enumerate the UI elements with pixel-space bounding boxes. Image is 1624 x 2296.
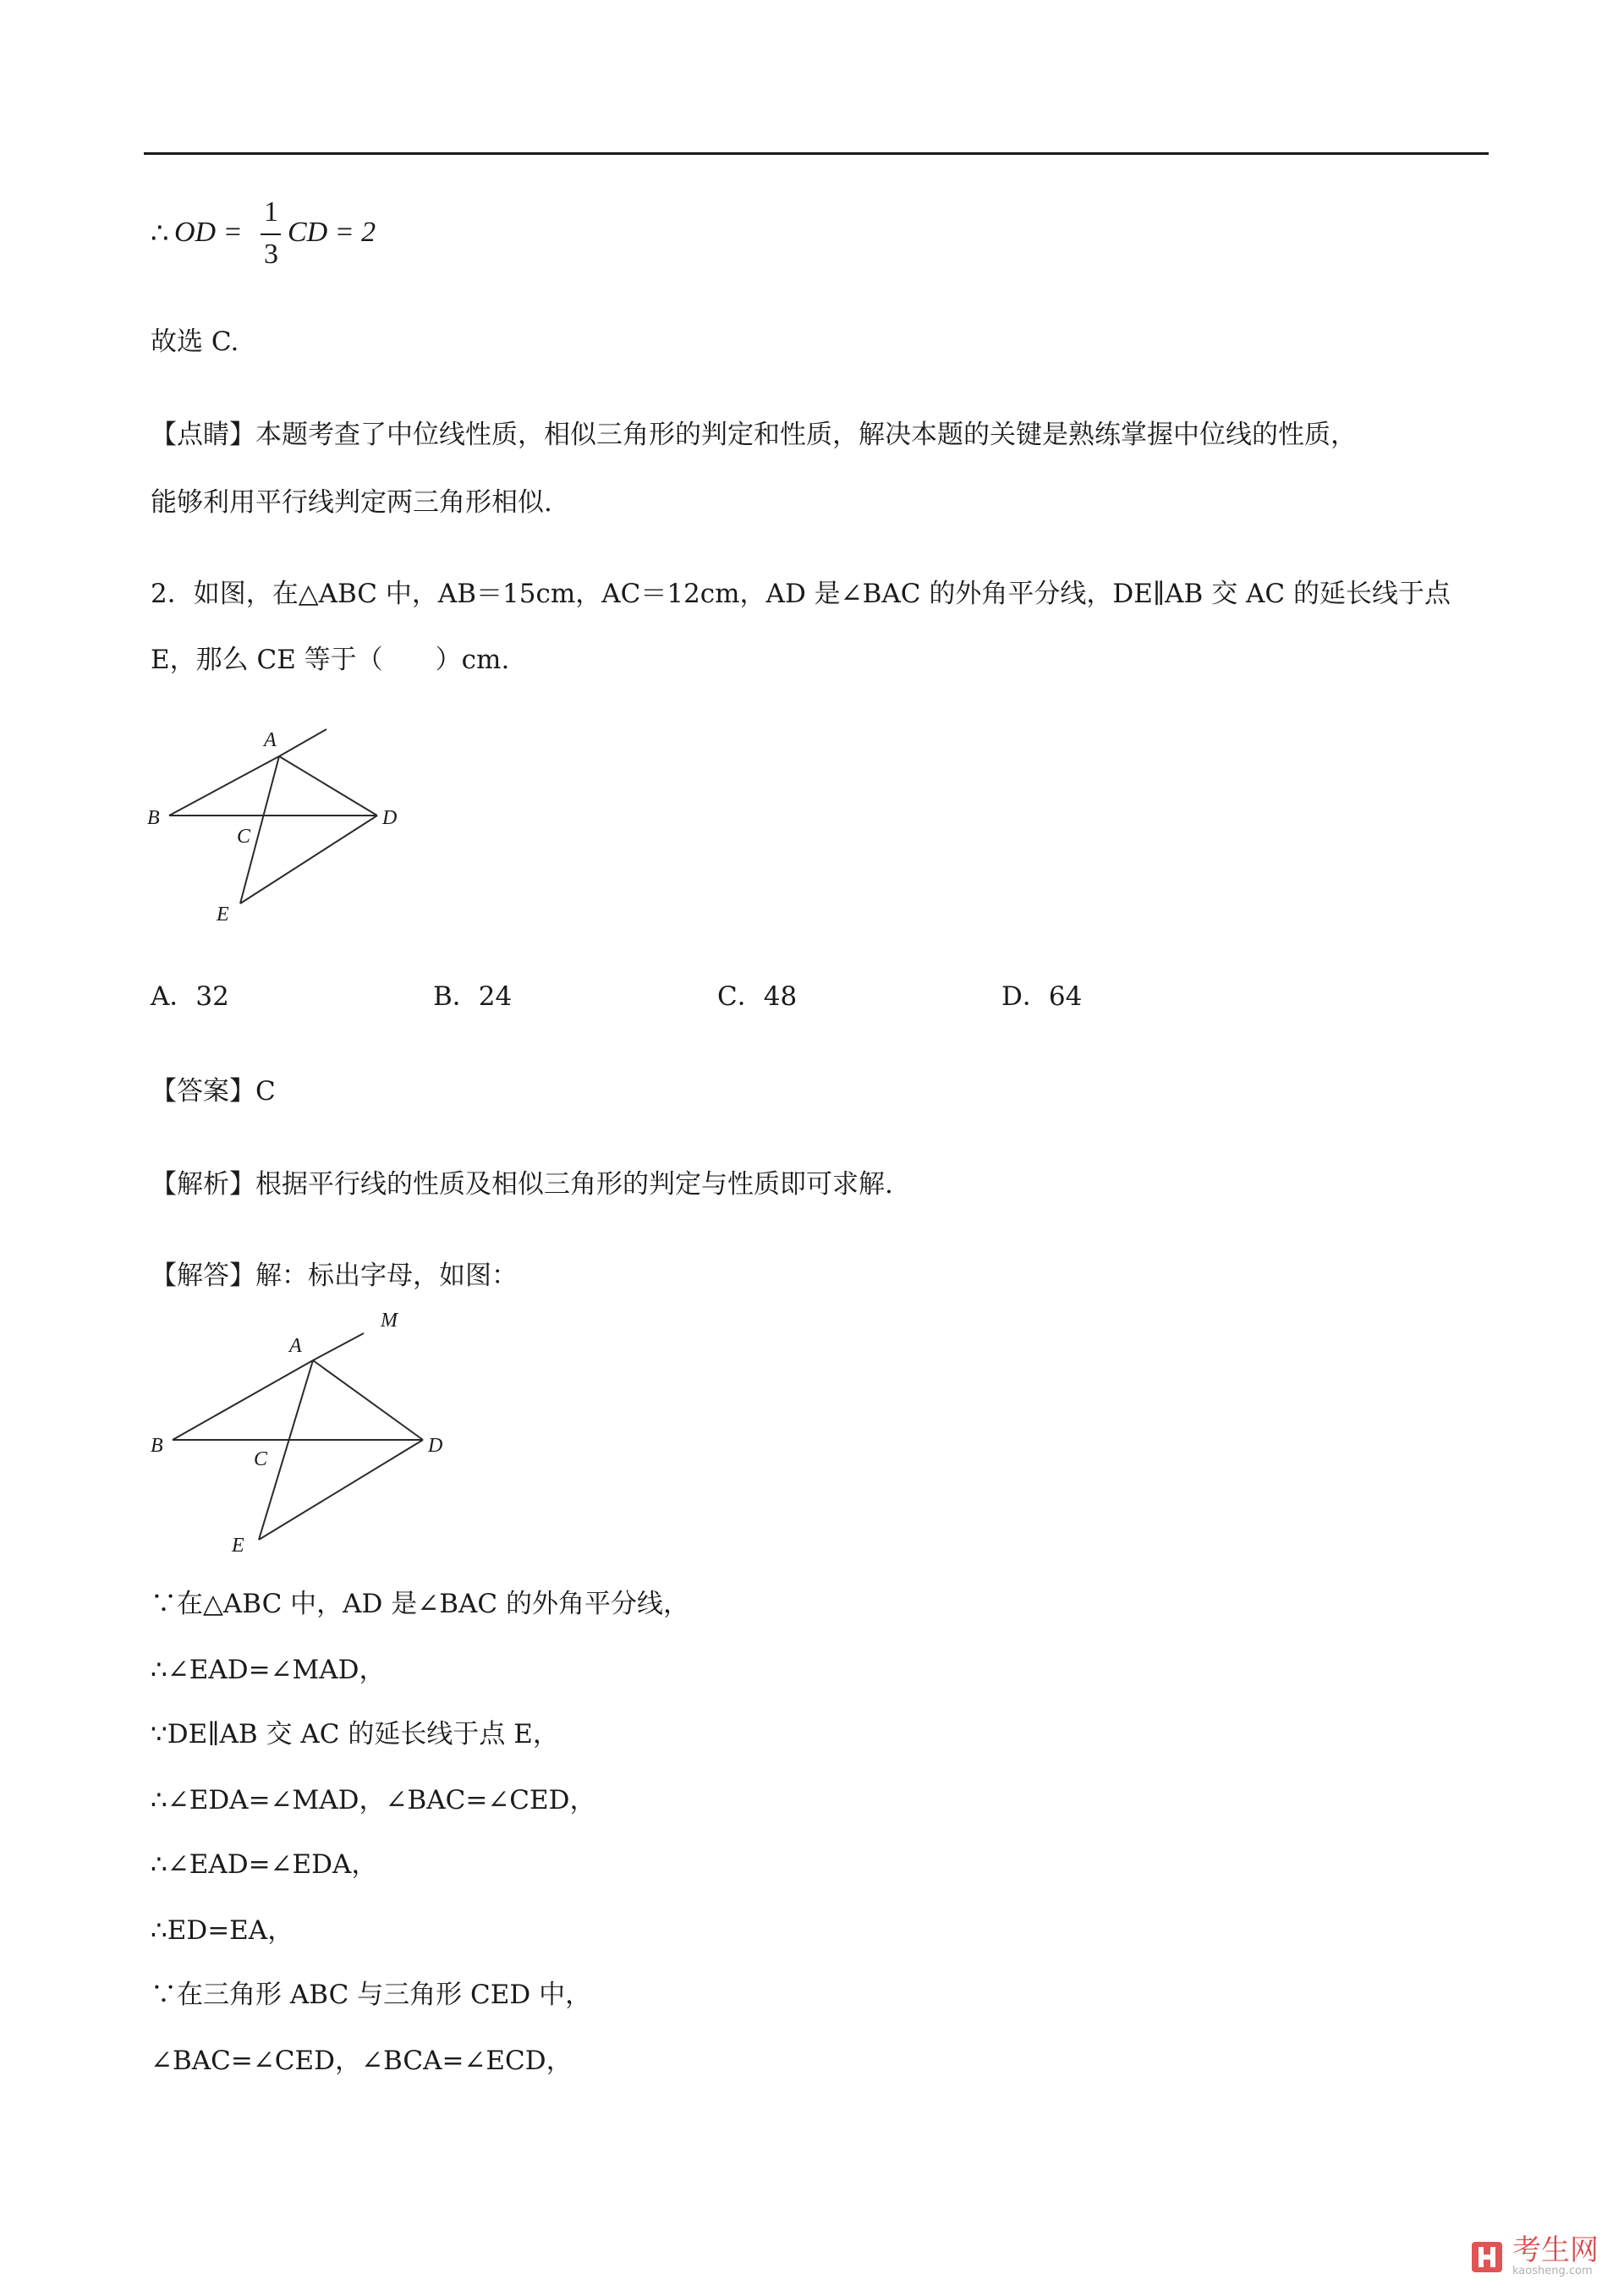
- conclusion-text: 故选 C.: [151, 327, 239, 357]
- watermark-logo-icon: [1470, 2240, 1504, 2274]
- step-4: ∴∠EDA=∠MAD，∠BAC=∠CED，: [151, 1785, 596, 1815]
- question-line-2: E，那么 CE 等于（ ）cm.: [151, 645, 510, 675]
- watermark-url: kaosheng.com: [1512, 2265, 1593, 2277]
- step-1: ∵在△ABC 中，AD 是∠BAC 的外角平分线，: [151, 1589, 689, 1619]
- step-6: ∴ED=EA，: [151, 1915, 294, 1946]
- figure-2: [144, 1299, 465, 1568]
- fig2-label-e: E: [232, 1535, 244, 1557]
- fig2-label-d: D: [428, 1435, 443, 1457]
- comment-line-1: 【点睛】本题考查了中位线性质，相似三角形的判定和性质，解决本题的关键是熟练掌握中位线的性质，: [151, 420, 1357, 450]
- question-line-1: 2．如图，在△ABC 中，AB＝15cm，AC＝12cm，AD 是∠BAC 的外角平分线，DE∥AB 交 AC 的延长线于点: [151, 579, 1451, 609]
- fig2-label-m: M: [381, 1310, 398, 1332]
- solution-intro: 【解答】解：标出字母，如图：: [151, 1261, 518, 1291]
- fig2-label-c: C: [254, 1448, 268, 1470]
- step-2: ∴∠EAD=∠MAD，: [151, 1655, 386, 1685]
- header-rule: [144, 152, 1489, 155]
- option-c: C．48: [717, 981, 798, 1012]
- analysis-text: 【解析】根据平行线的性质及相似三角形的判定与性质即可求解.: [151, 1169, 893, 1200]
- step-8: ∠BAC=∠CED，∠BCA=∠ECD，: [151, 2046, 573, 2076]
- watermark: [1470, 2233, 1599, 2277]
- figure-1: [144, 717, 414, 929]
- watermark-name: 考生网: [1512, 2233, 1599, 2267]
- fig1-label-e: E: [217, 904, 229, 926]
- step-7: ∵在三角形 ABC 与三角形 CED 中，: [151, 1980, 592, 2010]
- fig1-label-c: C: [237, 826, 251, 848]
- fig2-label-a: A: [289, 1335, 302, 1357]
- comment-line-2: 能够利用平行线判定两三角形相似.: [151, 487, 552, 518]
- step-3: ∵DE∥AB 交 AC 的延长线于点 E，: [151, 1719, 559, 1749]
- step-5: ∴∠EAD=∠EDA，: [151, 1849, 378, 1880]
- fig1-label-d: D: [382, 807, 398, 829]
- fig1-label-b: B: [147, 807, 160, 829]
- fig1-label-a: A: [264, 729, 277, 751]
- option-b: B．24: [433, 981, 513, 1012]
- option-d: D．64: [1001, 981, 1083, 1012]
- answer-text: 【答案】C: [151, 1076, 276, 1107]
- fig2-label-b: B: [151, 1435, 163, 1457]
- option-a: A．32: [151, 981, 229, 1012]
